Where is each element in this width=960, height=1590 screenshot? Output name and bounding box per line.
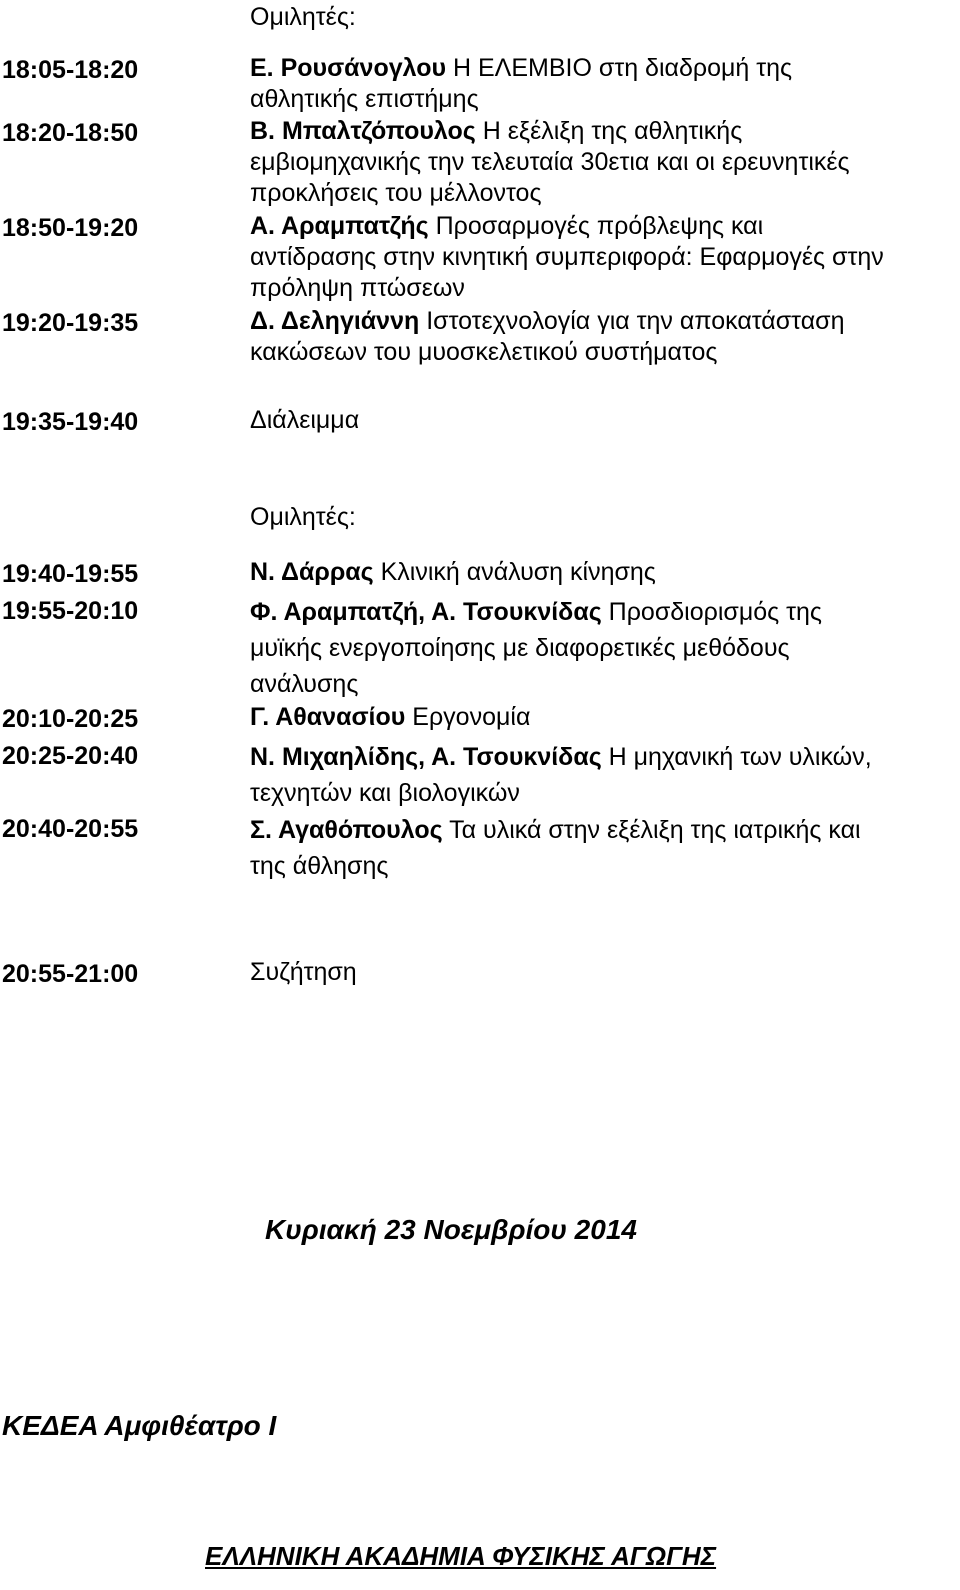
session-speaker: Σ. Αγαθόπουλος: [250, 816, 443, 844]
session-line: [250, 812, 861, 848]
discussion-time: 20:55-21:00: [2, 960, 139, 988]
session-title-line: Κλινική ανάλυση κίνησης: [380, 558, 656, 586]
session-speaker: Ε. Ρουσάνογλου: [250, 54, 447, 82]
session-time: 19:55-20:10: [2, 597, 139, 625]
session-title-line: Η ΕΛΕΜΒΙΟ στη διαδρομή της: [453, 54, 793, 82]
session-line: [250, 594, 822, 630]
session-time: 20:25-20:40: [2, 742, 139, 770]
session-line: [250, 557, 656, 588]
session-time: 19:40-19:55: [2, 560, 139, 588]
session-title-line: αθλητικής επιστήμης: [250, 85, 479, 113]
speakers-heading: Ομιλητές:: [250, 503, 356, 531]
session-line: [250, 702, 530, 733]
session-time: 19:20-19:35: [2, 309, 139, 337]
session-title-line: Προσαρμογές πρόβλεψης και: [435, 212, 764, 240]
session-entry: [250, 306, 845, 368]
session-speaker: Β. Μπαλτζόπουλος: [250, 117, 476, 145]
session-line: [250, 211, 884, 242]
session-title-line: Προσδιορισμός της: [608, 598, 822, 626]
session-speaker: Δ. Δεληγιάννη: [250, 307, 420, 335]
session-speaker: Ν. Μιχαηλίδης, Α. Τσουκνίδας: [250, 743, 602, 771]
venue: ΚΕΔΕΑ Αμφιθέατρο Ι: [2, 1410, 277, 1441]
discussion-label: Συζήτηση: [250, 958, 357, 986]
speakers-heading: Ομιλητές:: [250, 3, 356, 31]
session-title-line: Ιστοτεχνολογία για την αποκατάσταση: [426, 307, 845, 335]
session-title-line: Η εξέλιξη της αθλητικής: [482, 117, 743, 145]
session-time: 18:50-19:20: [2, 214, 139, 242]
day-heading: Κυριακή 23 Νοεμβρίου 2014: [265, 1214, 637, 1245]
footer-organization: ΕΛΛΗΝΙΚΗ ΑΚΑΔΗΜΙΑ ΦΥΣΙΚΗΣ ΑΓΩΓΗΣ: [205, 1541, 717, 1571]
session-entry: [250, 702, 530, 733]
session-title-line: της άθλησης: [250, 852, 389, 880]
session-speaker: Α. Αραμπατζής: [250, 212, 429, 240]
session-time: 18:20-18:50: [2, 119, 139, 147]
session-time: 18:05-18:20: [2, 56, 139, 84]
session-title-line: τεχνητών και βιολογικών: [250, 779, 520, 807]
session-entry: [250, 739, 872, 811]
session-title-line: προκλήσεις του μέλλοντος: [250, 179, 542, 207]
session-time: 20:40-20:55: [2, 815, 139, 843]
break-label: Διάλειμμα: [250, 406, 360, 434]
session-line: [250, 116, 850, 147]
session-entry: [250, 594, 822, 702]
session-title-line: Τα υλικά στην εξέλιξη της ιατρικής και: [449, 816, 861, 844]
session-title-line: αντίδρασης στην κινητική συμπεριφορά: Εφαρμογές στην: [250, 243, 884, 271]
session-entry: [250, 116, 850, 209]
session-speaker: Φ. Αραμπατζή, Α. Τσουκνίδας: [250, 598, 602, 626]
session-entry: [250, 812, 861, 884]
session-speaker: Γ. Αθανασίου: [250, 703, 406, 731]
session-title-line: κακώσεων του μυοσκελετικού συστήματος: [250, 338, 718, 366]
session-title-line: πρόληψη πτώσεων: [250, 274, 465, 302]
session-entry: [250, 557, 656, 588]
session-speaker: Ν. Δάρρας: [250, 558, 374, 586]
break-time: 19:35-19:40: [2, 408, 139, 436]
session-entry: [250, 53, 792, 115]
session-line: [250, 53, 792, 84]
session-time: 20:10-20:25: [2, 705, 139, 733]
session-line: [250, 739, 872, 775]
session-entry: [250, 211, 884, 304]
session-title-line: ανάλυσης: [250, 670, 359, 698]
session-title-line: Εργονομία: [412, 703, 531, 731]
session-line: [250, 306, 845, 337]
session-title-line: εμβιομηχανικής την τελευταία 30ετια και οι ερευνητικές: [250, 148, 850, 176]
session-title-line: Η μηχανική των υλικών,: [608, 743, 872, 771]
session-title-line: μυϊκής ενεργοποίησης με διαφορετικές μεθόδους: [250, 634, 790, 662]
